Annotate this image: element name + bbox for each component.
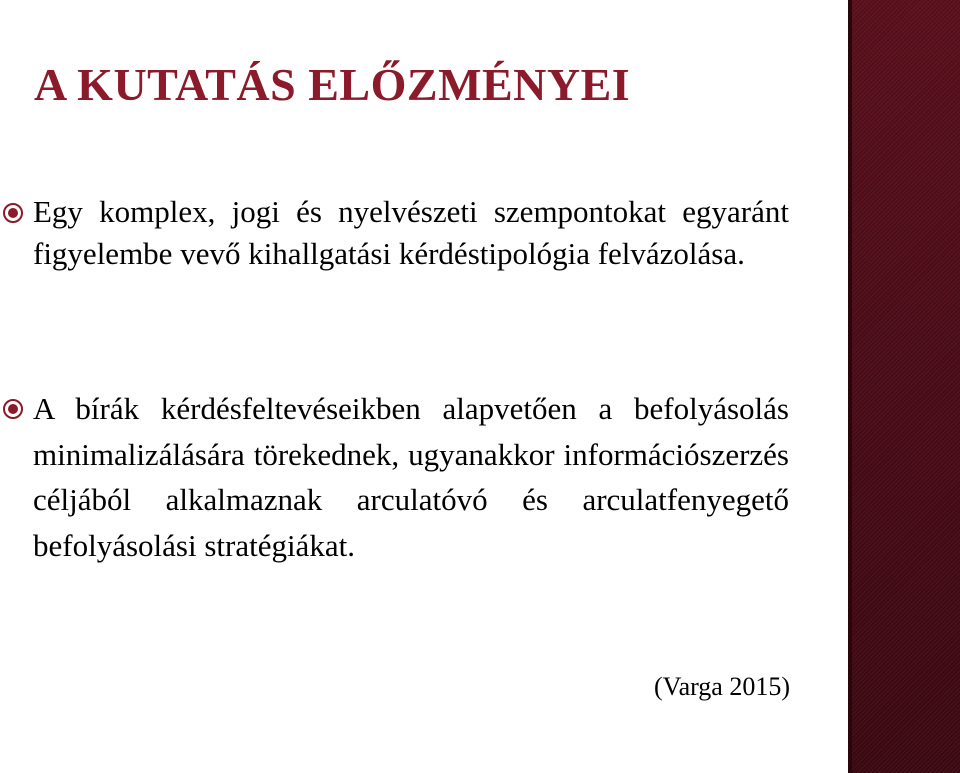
slide-title: A KUTATÁS ELŐZMÉNYEI bbox=[34, 59, 631, 110]
bullet-text: A bírák kérdésfeltevéseikben alapvetően a befolyásolás minimalizálására törekednek, ugyanakkor információszerzés céljából alkalmaznak arculatóvó és arculatfenyegető befolyásolási stratégiákat. bbox=[33, 391, 789, 563]
circle-dot-icon bbox=[2, 202, 24, 224]
decorative-side-bar bbox=[848, 0, 960, 773]
circle-dot-icon bbox=[2, 398, 24, 420]
citation: (Varga 2015) bbox=[654, 672, 790, 701]
bullet-text: Egy komplex, jogi és nyelvészeti szempontokat egyaránt figyelembe vevő kihallgatási kérdéstipológia felvázolása. bbox=[33, 194, 789, 271]
bullet-item bbox=[0, 386, 790, 568]
bullet-item bbox=[0, 191, 790, 274]
